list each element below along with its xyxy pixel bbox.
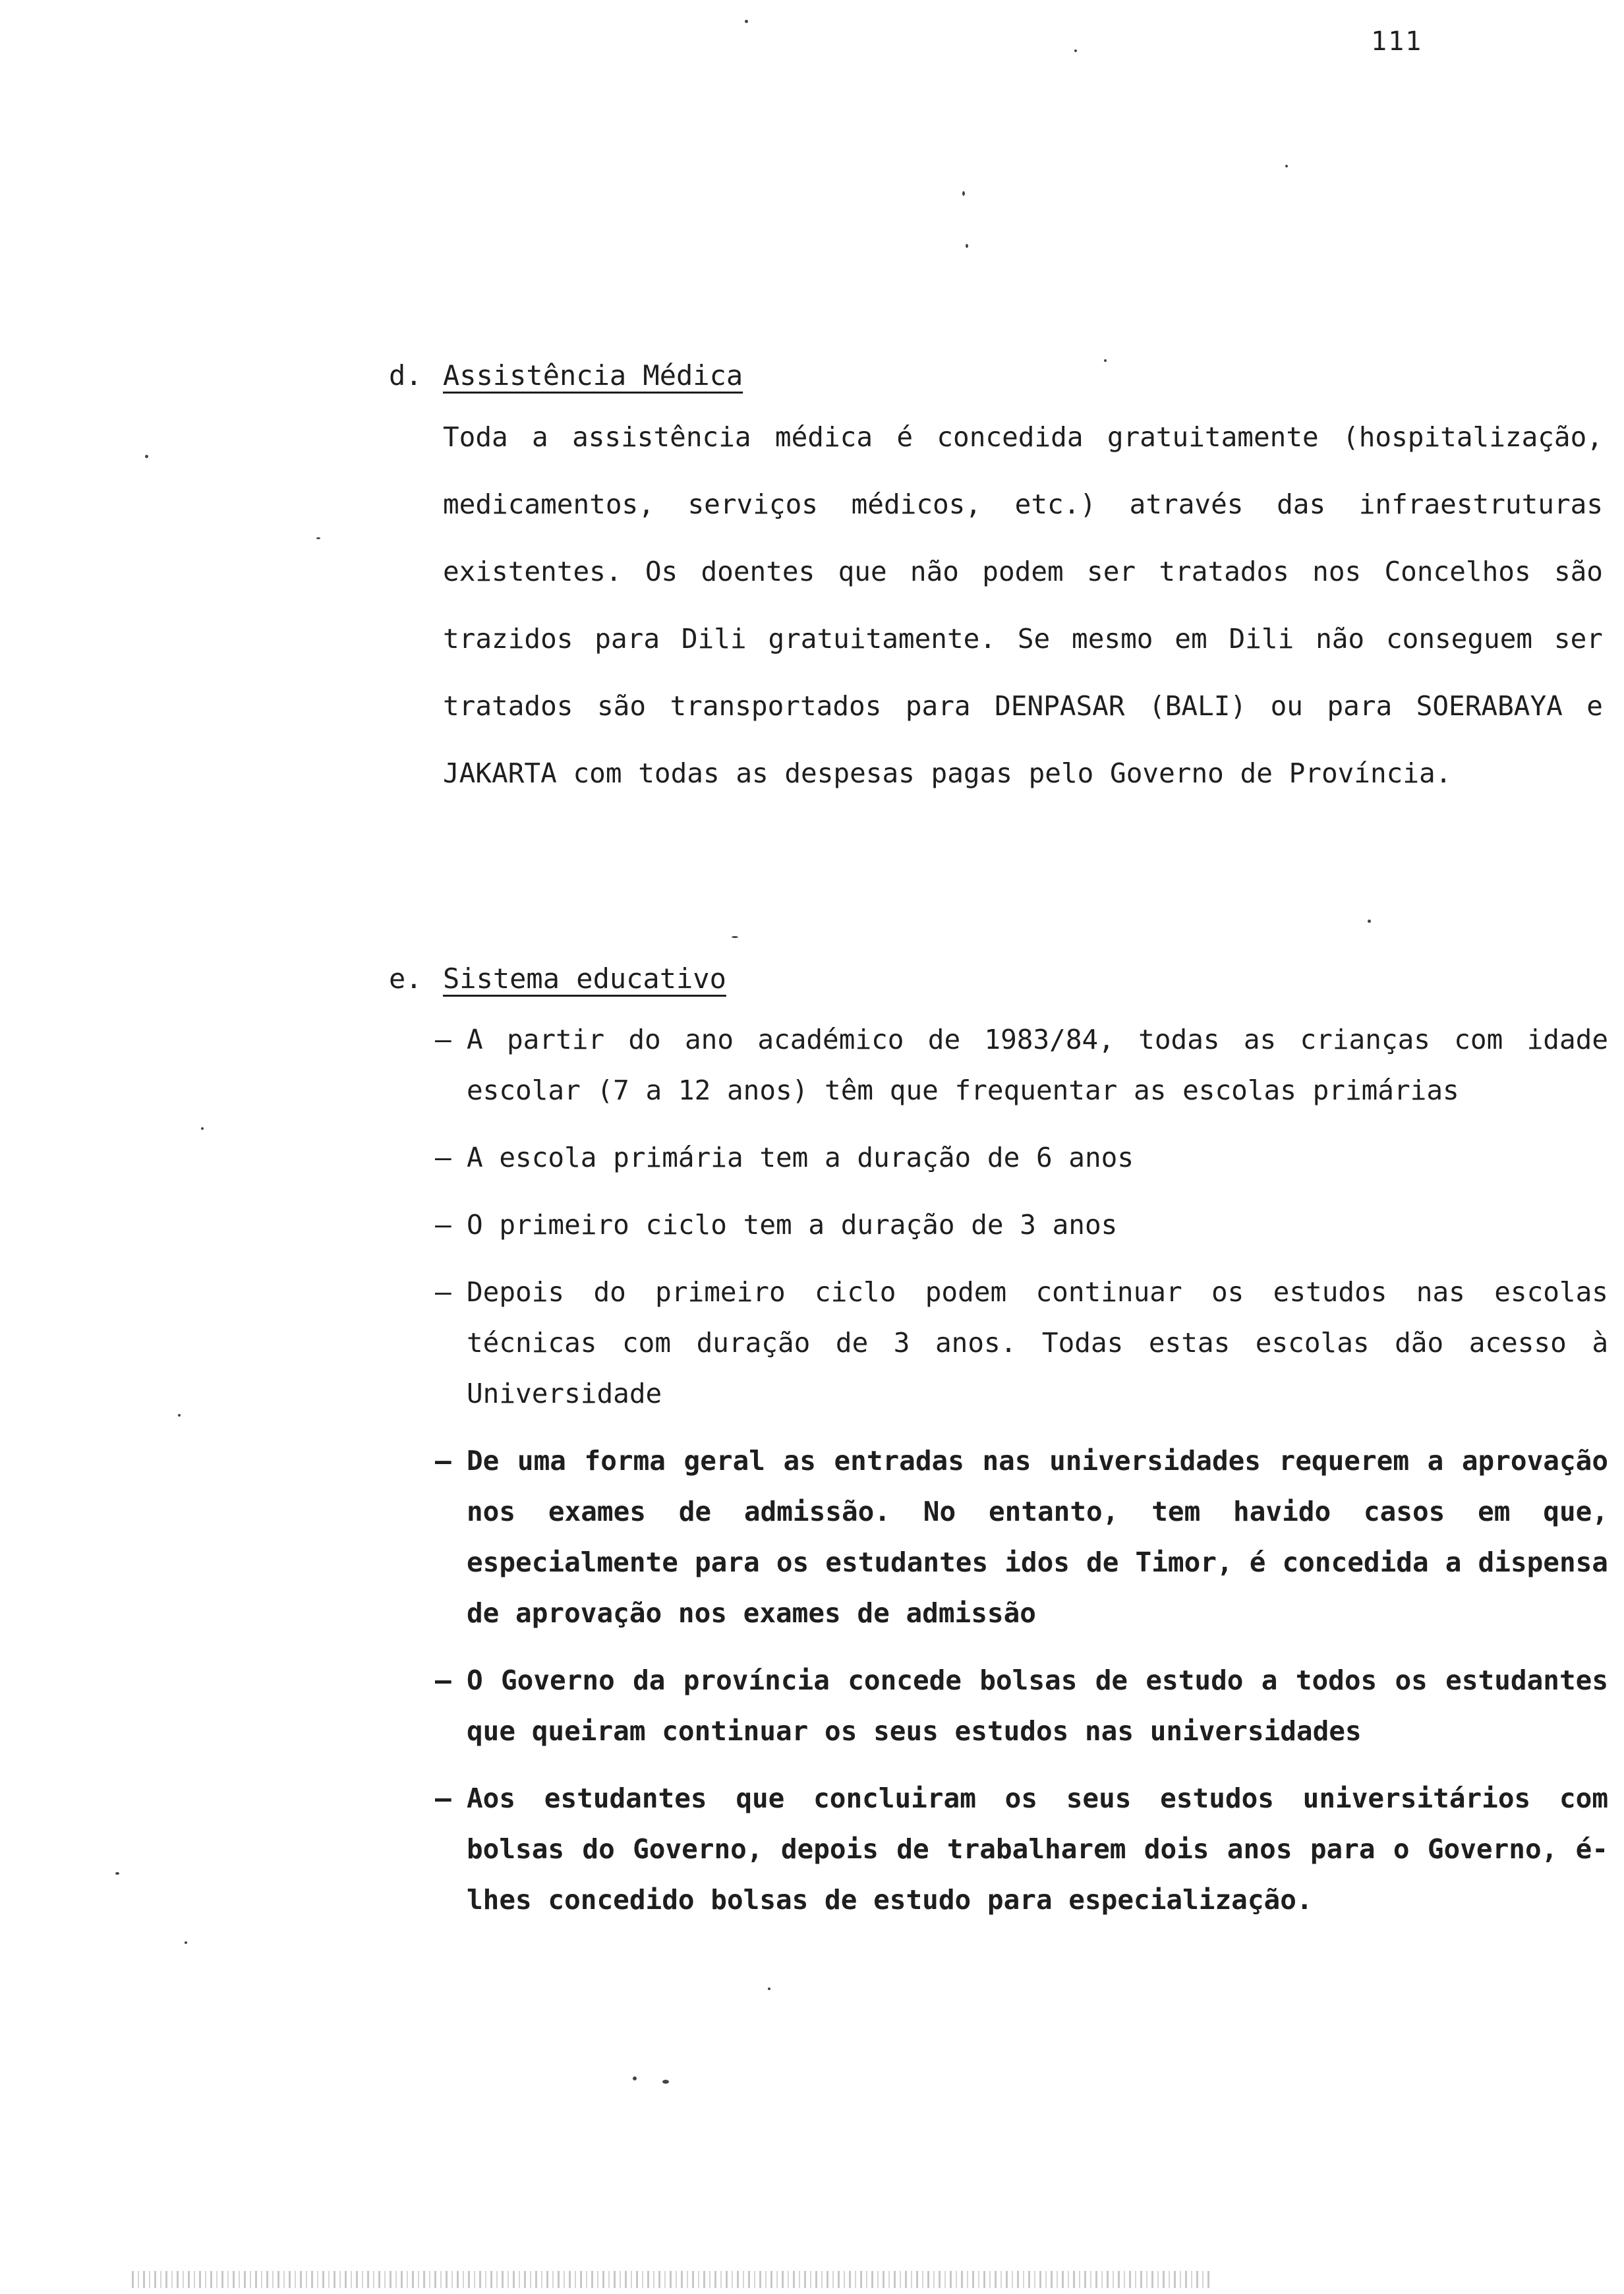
section-education-system: [389, 959, 1608, 1942]
scan-speck: [115, 1872, 119, 1875]
scan-speck: [145, 455, 148, 458]
scan-speck: [1074, 49, 1077, 52]
dash-bullet: –: [435, 1024, 451, 1055]
scan-speck: [316, 537, 320, 539]
scan-speck: [768, 1987, 770, 1990]
scan-speck: [1368, 920, 1371, 923]
dash-bullet: –: [435, 1276, 451, 1308]
list-item: – Aos estudantes que concluiram os seus estudos universitários com bolsas do Governo, depois de trabalharem dois anos para o Governo, é-lhes concedido bolsas de estudo para especialização.: [435, 1773, 1608, 1926]
scan-speck: [745, 20, 748, 23]
scan-speck: [732, 936, 738, 938]
scan-speck: [178, 1414, 181, 1417]
scan-speck: [1104, 359, 1107, 362]
scan-noise-strip: [132, 2271, 1213, 2288]
section-heading: [389, 959, 1602, 999]
education-list: [435, 1015, 1608, 1926]
section-title: Sistema educativo: [443, 962, 726, 995]
scan-speck: [201, 1127, 204, 1130]
section-medical-assistance: [389, 356, 1602, 807]
dash-bullet: –: [435, 1782, 451, 1814]
list-item: – De uma forma geral as entradas nas universidades requerem a aprovação nos exames de admissão. No entanto, tem havido casos em que, especialmente para os estudantes idos de Timor, é concedida a dispensa de aprovação nos exames de admissão: [435, 1436, 1608, 1639]
scan-speck: [1285, 165, 1288, 167]
dash-bullet: –: [435, 1209, 451, 1241]
dash-bullet: –: [435, 1445, 451, 1477]
list-item: – A escola primária tem a duração de 6 anos: [435, 1132, 1608, 1183]
scan-speck: [633, 2076, 637, 2080]
list-item: – Depois do primeiro ciclo podem continuar os estudos nas escolas técnicas com duração de 3 anos. Todas estas escolas dão acesso à Universidade: [435, 1267, 1608, 1419]
section-heading: [389, 356, 1602, 396]
dash-bullet: –: [435, 1142, 451, 1173]
list-item: – O primeiro ciclo tem a duração de 3 anos: [435, 1200, 1608, 1250]
scan-speck: [966, 244, 968, 248]
section-title: Assistência Médica: [443, 359, 743, 392]
scan-speck: [962, 191, 965, 196]
page-number: 111: [1371, 26, 1423, 57]
section-letter: d.: [389, 359, 422, 392]
dash-bullet: –: [435, 1664, 451, 1696]
list-item: – O Governo da província concede bolsas de estudo a todos os estudantes que queiram continuar os seus estudos nas universidades: [435, 1655, 1608, 1757]
scan-speck: [185, 1941, 187, 1944]
scan-speck: [662, 2080, 669, 2084]
list-item: – A partir do ano académico de 1983/84, todas as crianças com idade escolar (7 a 12 anos) têm que frequentar as escolas primárias: [435, 1015, 1608, 1116]
section-letter: e.: [389, 962, 422, 995]
medical-paragraph: Toda a assistência médica é concedida gratuitamente (hospitalização, medicamentos, serviços médicos, etc.) através das infraestruturas existentes. Os doentes que não podem ser tratados nos Concelhos são trazidos para Dili gratuitamente. Se mesmo em Dili não conseguem ser tratados são transportados para DENPASAR (BALI) ou para SOERABAYA e JAKARTA com todas as despesas pagas pelo Governo de Província.: [443, 421, 1603, 789]
